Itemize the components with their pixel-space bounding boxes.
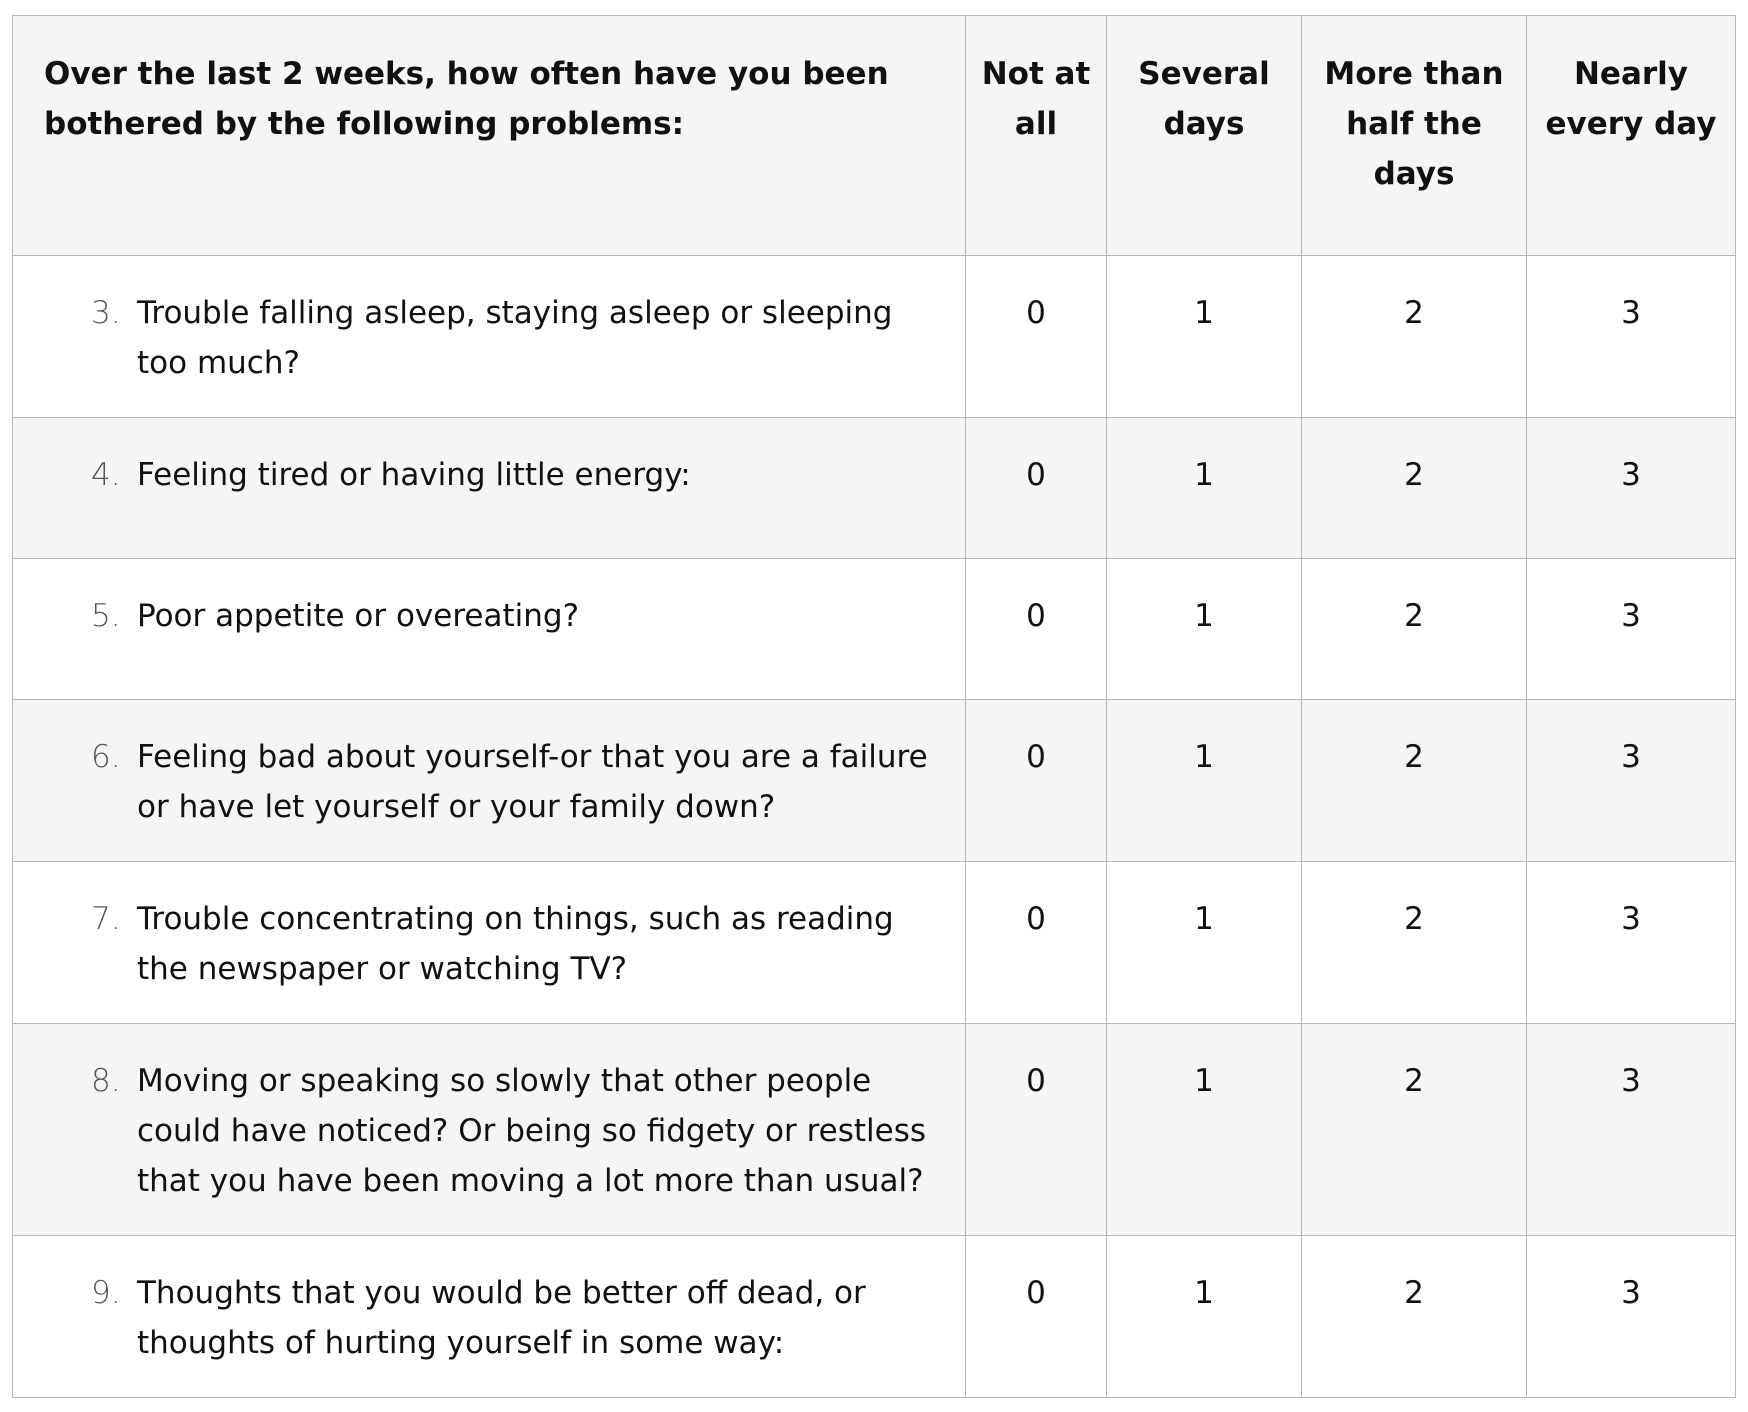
score-not-at-all: 0: [966, 862, 1107, 1024]
score-nearly-every-day: 3: [1527, 862, 1736, 1024]
score-several-days: 1: [1107, 559, 1302, 700]
score-several-days: 1: [1107, 1024, 1302, 1236]
question-number: 7.: [91, 901, 121, 937]
question-cell: [13, 559, 966, 700]
score-nearly-every-day: 3: [1527, 700, 1736, 862]
score-nearly-every-day: 3: [1527, 559, 1736, 700]
score-nearly-every-day: 3: [1527, 1024, 1736, 1236]
score-not-at-all: 0: [966, 1024, 1107, 1236]
score-more-than-half: 2: [1302, 700, 1527, 862]
option-header-several-days: Several days: [1107, 16, 1302, 256]
score-several-days: 1: [1107, 418, 1302, 559]
score-several-days: 1: [1107, 862, 1302, 1024]
score-not-at-all: 0: [966, 256, 1107, 418]
question-text: Trouble falling asleep, staying asleep or sleeping too much?: [137, 295, 893, 381]
score-several-days: 1: [1107, 256, 1302, 418]
score-not-at-all: 0: [966, 1236, 1107, 1398]
question-cell: [13, 256, 966, 418]
option-header-nearly-every-day: Nearly every day: [1527, 16, 1736, 256]
table-row: [13, 559, 1736, 700]
table-row: [13, 862, 1736, 1024]
question-text: Feeling tired or having little energy:: [137, 457, 691, 493]
question-text: Trouble concentrating on things, such as reading the newspaper or watching TV?: [137, 901, 894, 987]
score-more-than-half: 2: [1302, 418, 1527, 559]
question-number: 9.: [91, 1275, 121, 1311]
table-row: [13, 1236, 1736, 1398]
question-text: Feeling bad about yourself-or that you are a failure or have let yourself or your family down?: [137, 739, 928, 825]
table-header-row: [13, 16, 1736, 256]
table-row: [13, 700, 1736, 862]
score-more-than-half: 2: [1302, 1236, 1527, 1398]
table-row: [13, 256, 1736, 418]
score-not-at-all: 0: [966, 559, 1107, 700]
question-cell: [13, 700, 966, 862]
phq-questionnaire-table: [12, 15, 1736, 1398]
question-text: Moving or speaking so slowly that other people could have noticed? Or being so fidgety or restless that you have been moving a lot more than usual?: [137, 1063, 927, 1199]
table-row: [13, 418, 1736, 559]
question-cell: [13, 1236, 966, 1398]
question-cell: [13, 862, 966, 1024]
score-more-than-half: 2: [1302, 559, 1527, 700]
option-header-more-than-half: More than half the days: [1302, 16, 1527, 256]
question-cell: [13, 418, 966, 559]
question-header: Over the last 2 weeks, how often have you been bothered by the following problems:: [13, 16, 966, 256]
score-several-days: 1: [1107, 700, 1302, 862]
score-more-than-half: 2: [1302, 1024, 1527, 1236]
table-row: [13, 1024, 1736, 1236]
score-nearly-every-day: 3: [1527, 1236, 1736, 1398]
score-nearly-every-day: 3: [1527, 418, 1736, 559]
option-header-not-at-all: Not at all: [966, 16, 1107, 256]
question-number: 4.: [91, 457, 121, 493]
score-several-days: 1: [1107, 1236, 1302, 1398]
score-not-at-all: 0: [966, 418, 1107, 559]
score-more-than-half: 2: [1302, 256, 1527, 418]
score-not-at-all: 0: [966, 700, 1107, 862]
question-number: 8.: [91, 1063, 121, 1099]
question-number: 3.: [91, 295, 121, 331]
question-text: Thoughts that you would be better off dead, or thoughts of hurting yourself in some way:: [137, 1275, 866, 1361]
question-number: 6.: [91, 739, 121, 775]
question-cell: [13, 1024, 966, 1236]
question-text: Poor appetite or overeating?: [137, 598, 580, 634]
score-nearly-every-day: 3: [1527, 256, 1736, 418]
score-more-than-half: 2: [1302, 862, 1527, 1024]
question-number: 5.: [91, 598, 121, 634]
